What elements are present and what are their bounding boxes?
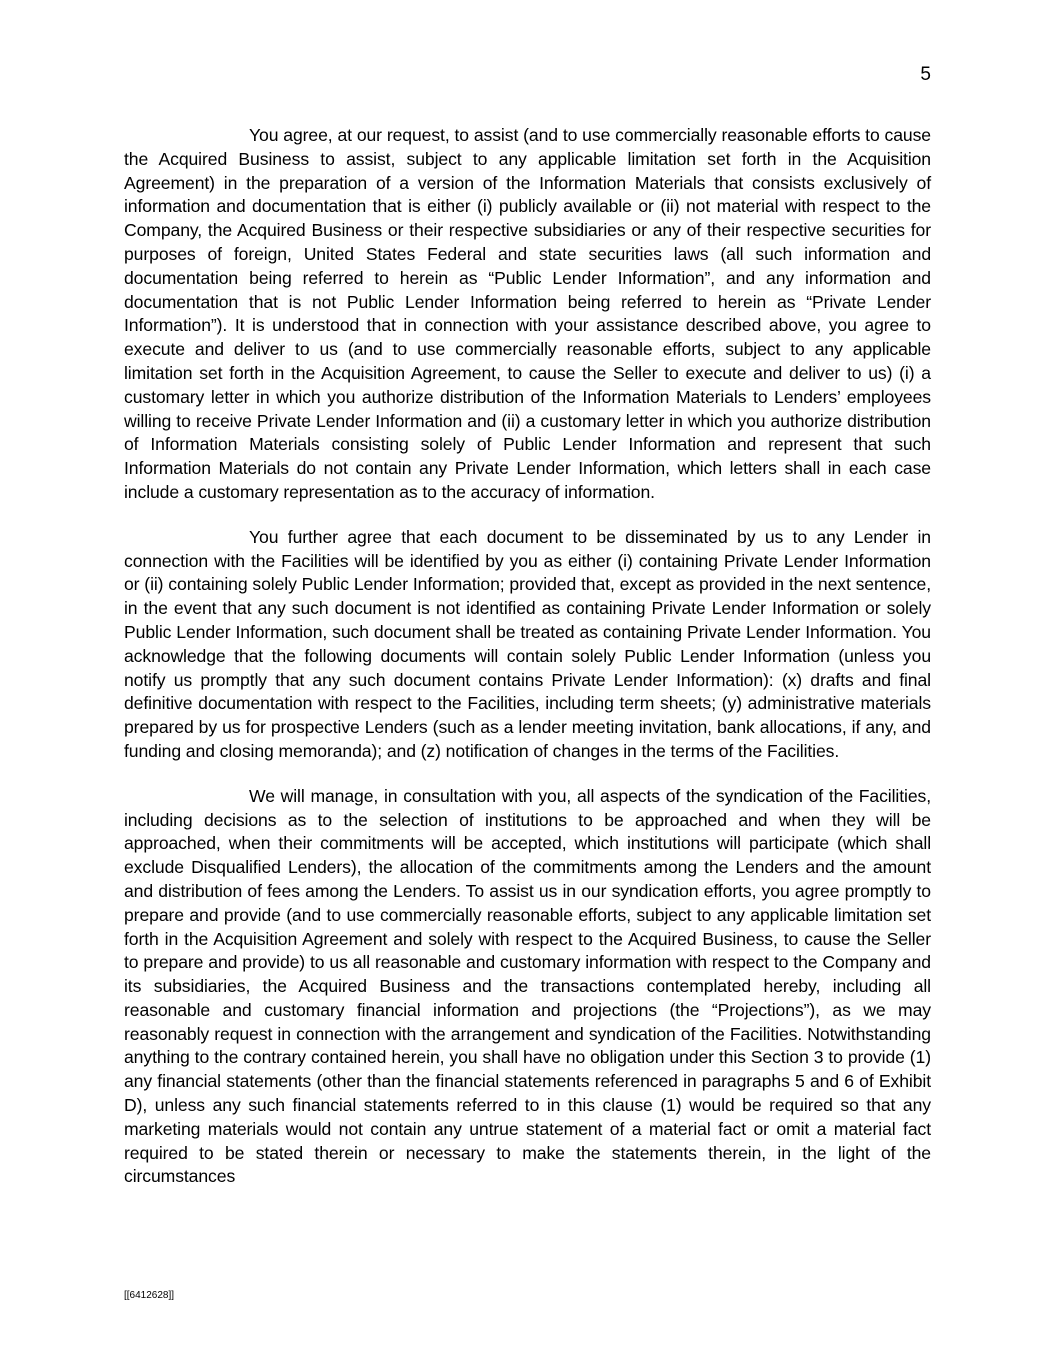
paragraph-syndication-management: We will manage, in consultation with you, all aspects of the syndication of the Facilities, including decisions as to the selection of institutions to be approached and when they will be approached, when their commitments will be accepted, which institutions will participate (which shall exclude Disqualified Lenders), the allocation of the commitments among the Lenders and the amount and distribution of fees among the Lenders. To assist us in our syndication efforts, you agree promptly to prepare and provide (and to use commercially reasonable efforts, subject to any applicable limitation set forth in the Acquisition Agreement and solely with respect to the Acquired Business, to cause the Seller to prepare and provide) to us all reasonable and customary information with respect to the Company and its subsidiaries, the Acquired Business and the transactions contemplated hereby, including all reasonable and customary financial information and projections (the “Projections”), as we may reasonably request in connection with the arrangement and syndication of the Facilities. Notwithstanding anything to the contrary contained herein, you shall have no obligation under this Section 3 to provide (1) any financial statements (other than the financial statements referenced in paragraphs 5 and 6 of Exhibit D), unless any such financial statements referred to in this clause (1) would be required so that any marketing materials would not contain any untrue statement of a material fact or omit a material fact required to be stated therein or necessary to make the statements therein, in the light of the circumstances [124, 785, 931, 1187]
page-number: 5 [920, 64, 931, 85]
document-footer-id: [[6412628]] [124, 1290, 175, 1301]
document-body [124, 124, 931, 1210]
paragraph-public-lender-information: You agree, at our request, to assist (and to use commercially reasonable efforts to cause the Acquired Business to assist, subject to any applicable limitation set forth in the Acquisition Agreement) in the preparation of a version of the Information Materials that consists exclusively of information and documentation that is either (i) publicly available or (ii) not material with respect to the Company, the Acquired Business or their respective subsidiaries or any of their respective securities for purposes of foreign, United States Federal and state securities laws (all such information and documentation being referred to herein as “Public Lender Information”, and any information and documentation that is not Public Lender Information being referred to herein as “Private Lender Information”). It is understood that in connection with your assistance described above, you agree to execute and deliver to us (and to use commercially reasonable efforts, subject to any applicable limitation set forth in the Acquisition Agreement, to cause the Seller to execute and deliver to us) (i) a customary letter in which you authorize distribution of the Information Materials to Lenders’ employees willing to receive Private Lender Information and (ii) a customary letter in which you authorize distribution of Information Materials consisting solely of Public Lender Information and represent that such Information Materials do not contain any Private Lender Information, which letters shall in each case include a customary representation as to the accuracy of information. [124, 125, 931, 502]
paragraph-document-identification: You further agree that each document to be disseminated by us to any Lender in connection with the Facilities will be identified by you as either (i) containing Private Lender Information or (ii) containing solely Public Lender Information; provided that, except as provided in the next sentence, in the event that any such document is not identified as containing Private Lender Information or solely Public Lender Information, such document shall be treated as containing Private Lender Information. You acknowledge that the following documents will contain solely Public Lender Information (unless you notify us promptly that any such document contains Private Lender Information): (x) drafts and final definitive documentation with respect to the Facilities, including term sheets; (y) administrative materials prepared by us for prospective Lenders (such as a lender meeting invitation, bank allocations, if any, and funding and closing memoranda); and (z) notification of changes in the terms of the Facilities. [124, 526, 931, 761]
